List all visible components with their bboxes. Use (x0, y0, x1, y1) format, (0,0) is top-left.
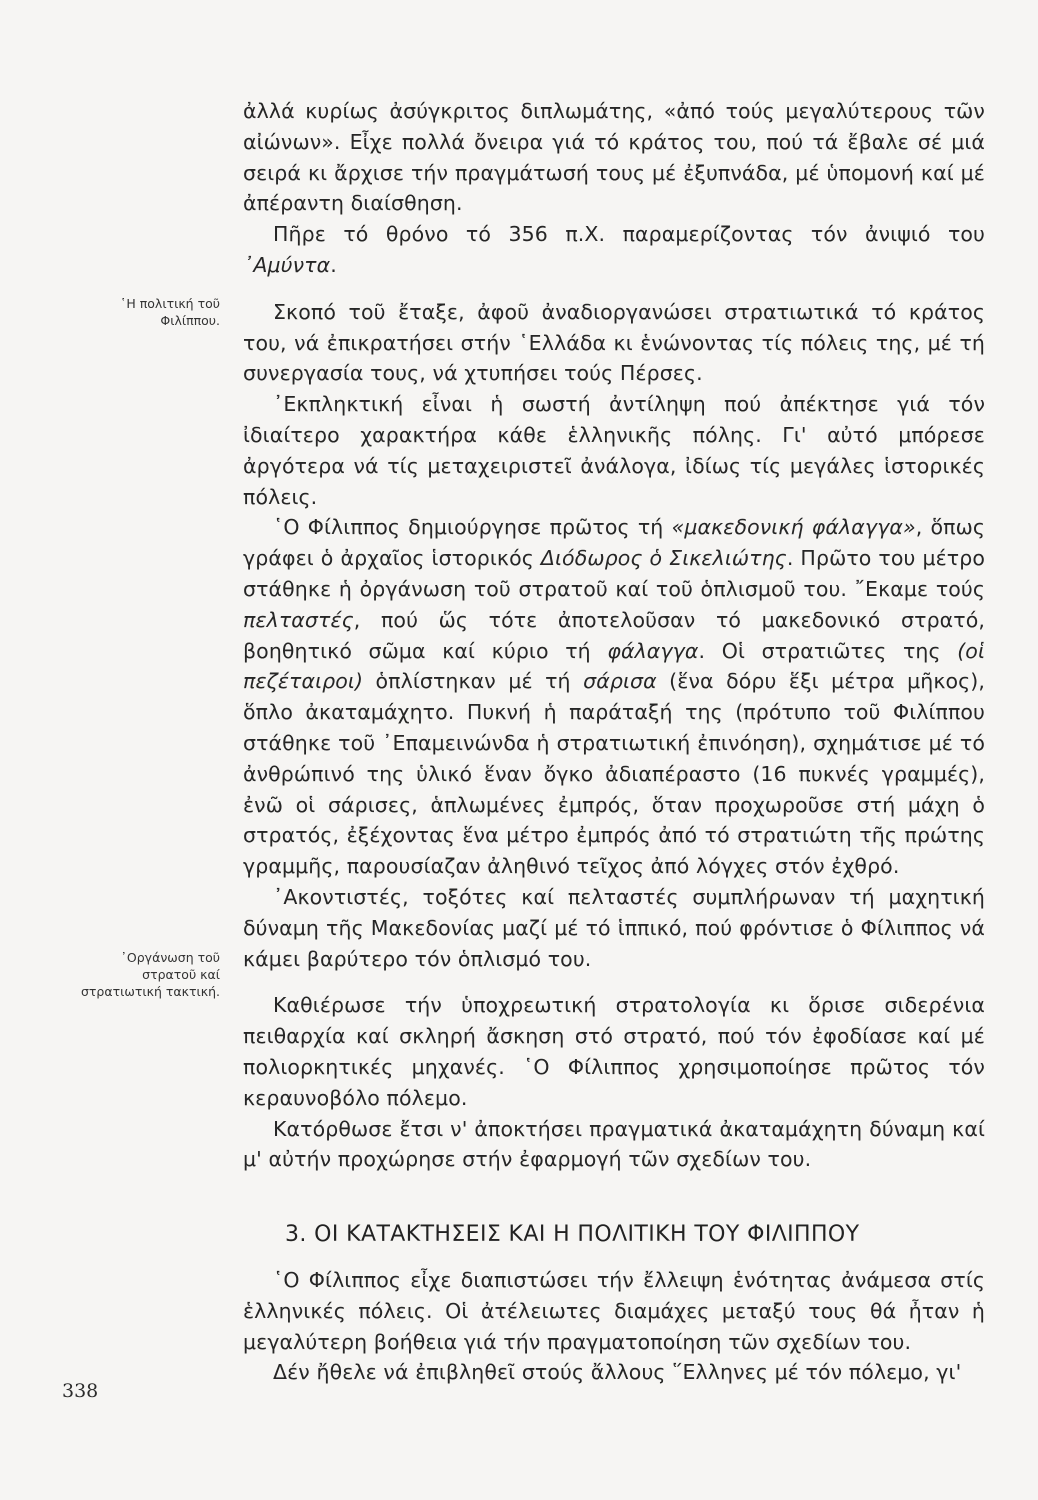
paragraph-8: Κατόρθωσε ἔτσι ν' ἀποκτήσει πραγματικά ἀκαταμάχητη δύναμη καί μ' αὐτήν προχώρησε στήν ἐφαρμογή τῶν σχεδίων του. (243, 1116, 985, 1172)
paragraph-5 (243, 512, 985, 882)
term-pezetairoi: (οἱ πεζέταιροι) (243, 638, 985, 694)
paragraph-2-end: . (330, 252, 337, 277)
p5-text-g: , πού ὥς τότε ἀποτελοῦσαν τό μακεδονικό στρατό, βοηθητικό σῶμα καί κύριο τή (243, 607, 985, 663)
term-macedonian-phalanx: «μακεδονική φάλαγγα» (671, 515, 916, 540)
paragraph-4: ᾿Εκπληκτική εἶναι ἡ σωστή ἀντίληψη πού ἀπέκτησε γιά τόν ἰδιαίτερο χαρακτήρα κάθε ἑλληνικῆς πόλης. Γι' αὐτό μπόρεσε ἀργότερα νά τίς μεταχειριστεῖ ἀνάλογα, ἰδίως τίς μεγάλες ἱστορικές πόλεις. (243, 392, 985, 509)
paragraph-1: ἀλλά κυρίως ἀσύγκριτος διπλωμάτης, «ἀπό τούς μεγαλύτερους τῶν αἰώνων». Εἶχε πολλά ὄνειρα γιά τό κράτος του, πού τά ἔβαλε σέ μιά σειρά κι ἄρχισε τήν πραγμάτωσή τους μέ ἐξυπνάδα, μέ ὑπομονή καί μέ ἀπέραντη διαίσθηση. (243, 99, 985, 216)
term-sarissa: σάρισα (583, 669, 657, 694)
section-heading: 3. ΟΙ ΚΑΤΑΚΤΗΣΕΙΣ ΚΑΙ Η ΠΟΛΙΤΙΚΗ ΤΟΥ ΦΙΛΙΠΠΟΥ (285, 1222, 860, 1248)
p5-text-m: (ἕνα δόρυ ἕξι μέτρα μῆκος), ὅπλο ἀκαταμάχητο. Πυκνή ἡ παράταξή της (πρότυπο τοῦ Φιλίππου στάθηκε τοῦ ᾿Επαμεινώνδα ἡ στρατιωτική ἐπινόηση), σχημάτισε μέ τό ἀνθρώπινό της ὑλικό ἕναν ὄγκο ἀδιαπέραστο (16 πυκνές γραμμές), ἐνῶ οἱ σάρισες, ἁπλωμένες ἐμπρός, ὅταν προχωροῦσε στή μάχη ὁ στρατός, ἐξέχοντας ἕνα μέτρο ἐμπρός ἀπό τό στρατιώτη τῆς πρώτης γραμμῆς, παρουσίαζαν ἀληθινό τεῖχος ἀπό λόγχες στόν ἐχθρό. (243, 669, 985, 879)
paragraph-6: ᾿Ακοντιστές, τοξότες καί πελταστές συμπλήρωναν τή μαχητική δύναμη τῆς Μακεδονίας μαζί μέ τό ἱππικό, πού φρόντισε ὁ Φίλιππος νά κάμει βαρύτερο τόν ὁπλισμό του. (243, 884, 985, 971)
paragraph-2-text: Πῆρε τό θρόνο τό 356 π.Χ. παραμερίζοντας τόν ἀνιψιό του (273, 222, 985, 247)
main-text (243, 96, 985, 1388)
p5-text-c: , ὅπως γράφει ὁ ἀρχαῖος ἱστορικός (243, 515, 985, 571)
name-amyntas: ᾿Αμύντα (243, 252, 331, 277)
paragraph-2 (243, 219, 985, 281)
paragraph-7: Καθιέρωσε τήν ὑποχρεωτική στρατολογία κι ὅρισε σιδερένια πειθαρχία καί σκληρή ἄσκηση στό στρατό, πού τόν ἐφοδίασε καί μέ πολιορκητικές μηχανές. ῾Ο Φίλιππος χρησιμοποίησε πρῶτος τόν κεραυνοβόλο πόλεμο. (243, 993, 985, 1110)
page-number: 338 (62, 1380, 99, 1402)
term-phalanx: φάλαγγα (607, 638, 699, 663)
p5-text-e: . Πρῶτο του μέτρο στάθηκε ἡ ὀργάνωση τοῦ στρατοῦ καί τοῦ ὁπλισμοῦ του. ῎Εκαμε τούς (243, 546, 985, 601)
margin-note-army-organization: ᾿Οργάνωση τοῦ στρατοῦ καί στρατιωτική τακτική. (80, 950, 220, 999)
margin-note-politics: ῾Η πολιτική τοῦ Φιλίππου. (120, 296, 220, 328)
paragraph-10: Δέν ἤθελε νά ἐπιβληθεῖ στούς ἄλλους ῞Ελληνες μέ τόν πόλεμο, γι' (273, 1360, 962, 1385)
p5-text-i: . Οἱ στρατιῶτες της (698, 638, 958, 663)
paragraph-3: Σκοπό τοῦ ἔταξε, ἀφοῦ ἀναδιοργανώσει στρατιωτικά τό κράτος του, νά ἐπικρατήσει στήν ῾Ελλάδα κι ἑνώνοντας τίς πόλεις της, μέ τή συνεργασία τους, νά χτυπήσει τούς Πέρσες. (243, 299, 985, 386)
name-diodorus: Διόδωρος ὁ Σικελιώτης (540, 546, 787, 571)
paragraph-9: ῾Ο Φίλιππος εἶχε διαπιστώσει τήν ἔλλειψη ἑνότητας ἀνάμεσα στίς ἑλληνικές πόλεις. Οἱ ἀτέλειωτες διαμάχες μεταξύ τους θά ἦταν ἡ μεγαλύτερη βοήθεια γιά τήν πραγματοποίηση τῶν σχεδίων του. (243, 1268, 985, 1354)
term-peltasts: πελταστές (243, 607, 354, 632)
p5-text-a: ῾Ο Φίλιππος δημιούργησε πρῶτος τή (273, 515, 672, 540)
p5-text-k: ὁπλίστηκαν μέ τή (363, 669, 584, 694)
